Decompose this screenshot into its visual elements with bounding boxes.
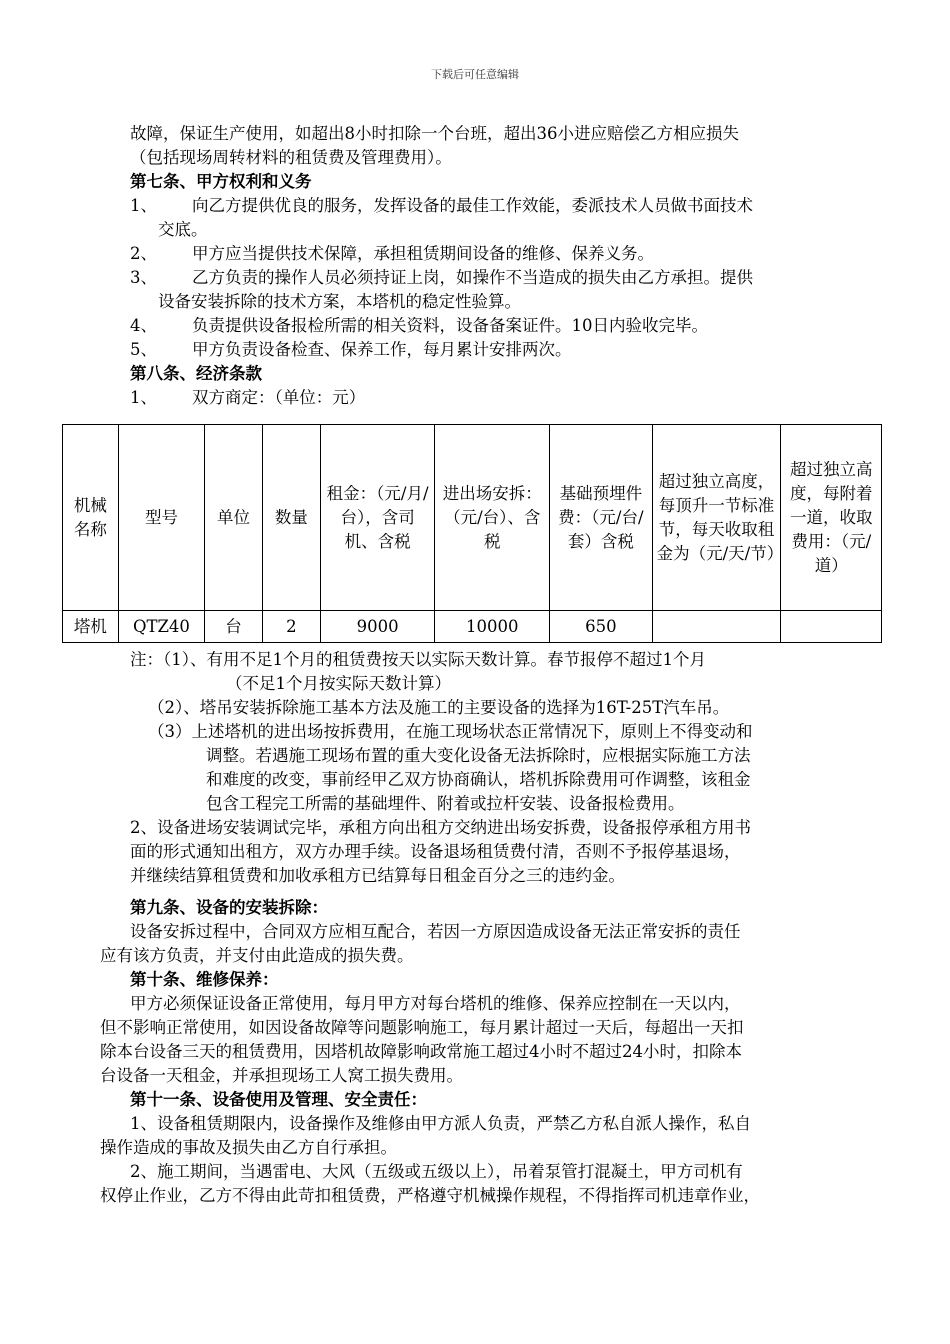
table-row	[63, 611, 882, 643]
note-line: 和难度的改变，事前经甲乙双方协商确认，塔机拆除费用可作调整，该租金	[206, 770, 751, 789]
paragraph-line: 故障，保证生产使用，如超出8小时扣除一个台班，超出36小进应赔偿乙方相应损失	[130, 124, 739, 143]
item-text: 甲方负责设备检查、保养工作，每月累计安排两次。	[192, 340, 572, 359]
paragraph-line: 2、设备进场安装调试完毕，承租方向出租方交纳进出场安拆费，设备报停承租方用书	[130, 818, 751, 837]
paragraph-line: 应有该方负责，并支付由此造成的损失费。	[100, 946, 414, 965]
item-number: 5、	[130, 340, 157, 359]
item-text: 双方商定：（单位：元）	[192, 388, 366, 407]
table-cell: 650	[550, 611, 653, 643]
item-text: 负责提供设备报检所需的相关资料，设备备案证件。10日内验收完毕。	[192, 316, 708, 335]
item-text-continued: 设备安装拆除的技术方案，本塔机的稳定性验算。	[158, 292, 521, 311]
page-header: 下载后可任意编辑	[431, 68, 519, 81]
article-9-title: 第九条、设备的安装拆除：	[130, 898, 328, 917]
paragraph-line: 设备安拆过程中，合同双方应相互配合，若因一方原因造成设备无法正常安拆的责任	[130, 922, 741, 941]
rental-table	[62, 424, 882, 643]
list-item	[130, 242, 846, 266]
list-item	[130, 314, 846, 338]
paragraph-line: 面的形式通知出租方，双方办理手续。设备退场租赁费付清，否则不予报停基退场，	[130, 842, 741, 861]
list-item	[130, 266, 846, 290]
table-header-row	[63, 425, 882, 611]
note-line: 调整。若遇施工现场布置的重大变化设备无法拆除时，应根据实际施工方法	[206, 746, 751, 765]
header-cell: 机械名称	[63, 425, 119, 611]
header-cell: 单位	[205, 425, 263, 611]
item-number: 2、	[130, 244, 157, 263]
paragraph-line: 1、设备租赁期限内，设备操作及维修由甲方派人负责，严禁乙方私自派人操作，私自	[130, 1114, 751, 1133]
item-text: 向乙方提供优良的服务，发挥设备的最佳工作效能，委派技术人员做书面技术	[192, 196, 753, 215]
paragraph-line: 2、施工期间，当遇雷电、大风（五级或五级以上），吊着泵管打混凝土，甲方司机有	[130, 1162, 743, 1181]
item-number: 3、	[130, 268, 157, 287]
note-line: 注：（1）、有用不足1个月的租赁费按天以实际天数计算。春节报停不超过1个月	[130, 650, 706, 669]
table-cell	[781, 611, 882, 643]
paragraph-line: 操作造成的事故及损失由乙方自行承担。	[100, 1138, 397, 1157]
list-item	[130, 194, 846, 218]
note-line: （2）、塔吊安装拆除施工基本方法及施工的主要设备的选择为16T-25T汽车吊。	[148, 698, 730, 717]
paragraph-line: 除本台设备三天的租赁费用，因塔机故障影响政常施工超过4小时不超过24小时，扣除本	[100, 1042, 742, 1061]
article-7-title: 第七条、甲方权利和义务	[130, 172, 312, 191]
table-cell: 2	[262, 611, 320, 643]
table-cell: 塔机	[63, 611, 119, 643]
paragraph-line: 台设备一天租金，并承担现场工人窝工损失费用。	[100, 1066, 463, 1085]
header-cell: 数量	[262, 425, 320, 611]
item-text-continued: 交底。	[158, 220, 208, 239]
header-cell: 租金：（元/月/台），含司机、含税	[320, 425, 435, 611]
note-line: 包含工程完工所需的基础埋件、附着或拉杆安装、设备报检费用。	[206, 794, 685, 813]
table-cell: 10000	[435, 611, 550, 643]
item-number: 1、	[130, 388, 157, 407]
list-item	[130, 386, 846, 410]
paragraph-line: （包括现场周转材料的租赁费及管理费用）。	[130, 148, 452, 167]
articles-block	[100, 896, 860, 1208]
header-cell: 进出场安拆：（元/台）、含税	[435, 425, 550, 611]
article-8-title: 第八条、经济条款	[130, 364, 262, 383]
header-cell: 超过独立高度，每顶升一节标准节，每天收取租金为（元/天/节）	[652, 425, 781, 611]
item-number: 1、	[130, 196, 157, 215]
table-cell: 9000	[320, 611, 435, 643]
paragraph-line: 但不影响正常使用，如因设备故障等问题影响施工，每月累计超过一天后，每超出一天扣	[100, 1018, 744, 1037]
header-cell: 型号	[118, 425, 204, 611]
item-text: 甲方应当提供技术保障，承担租赁期间设备的维修、保养义务。	[192, 244, 654, 263]
article-10-title: 第十条、维修保养：	[130, 970, 279, 989]
header-cell: 超过独立高度，每附着一道，收取费用：（元/道）	[781, 425, 882, 611]
note-line: （不足1个月按实际天数计算）	[226, 674, 451, 693]
table-cell: 台	[205, 611, 263, 643]
paragraph-line: 权停止作业，乙方不得由此苛扣租赁费，严格遵守机械操作规程，不得指挥司机违章作业，	[100, 1186, 760, 1205]
document-body-top	[130, 122, 846, 410]
list-item	[130, 338, 846, 362]
article-11-title: 第十一条、设备使用及管理、安全责任：	[130, 1090, 427, 1109]
header-cell: 基础预埋件费：（元/台/套）含税	[550, 425, 653, 611]
item-text: 乙方负责的操作人员必须持证上岗，如操作不当造成的损失由乙方承担。提供	[192, 268, 753, 287]
table-cell: QTZ40	[118, 611, 204, 643]
note-line: （3）上述塔机的进出场按拆费用，在施工现场状态正常情况下，原则上不得变动和	[148, 722, 753, 741]
paragraph-line: 甲方必须保证设备正常使用，每月甲方对每台塔机的维修、保养应控制在一天以内，	[130, 994, 741, 1013]
item-number: 4、	[130, 316, 157, 335]
paragraph-line: 并继续结算租赁费和加收承租方已结算每日租金百分之三的违约金。	[130, 866, 625, 885]
notes-block	[130, 648, 846, 888]
table-cell	[652, 611, 781, 643]
